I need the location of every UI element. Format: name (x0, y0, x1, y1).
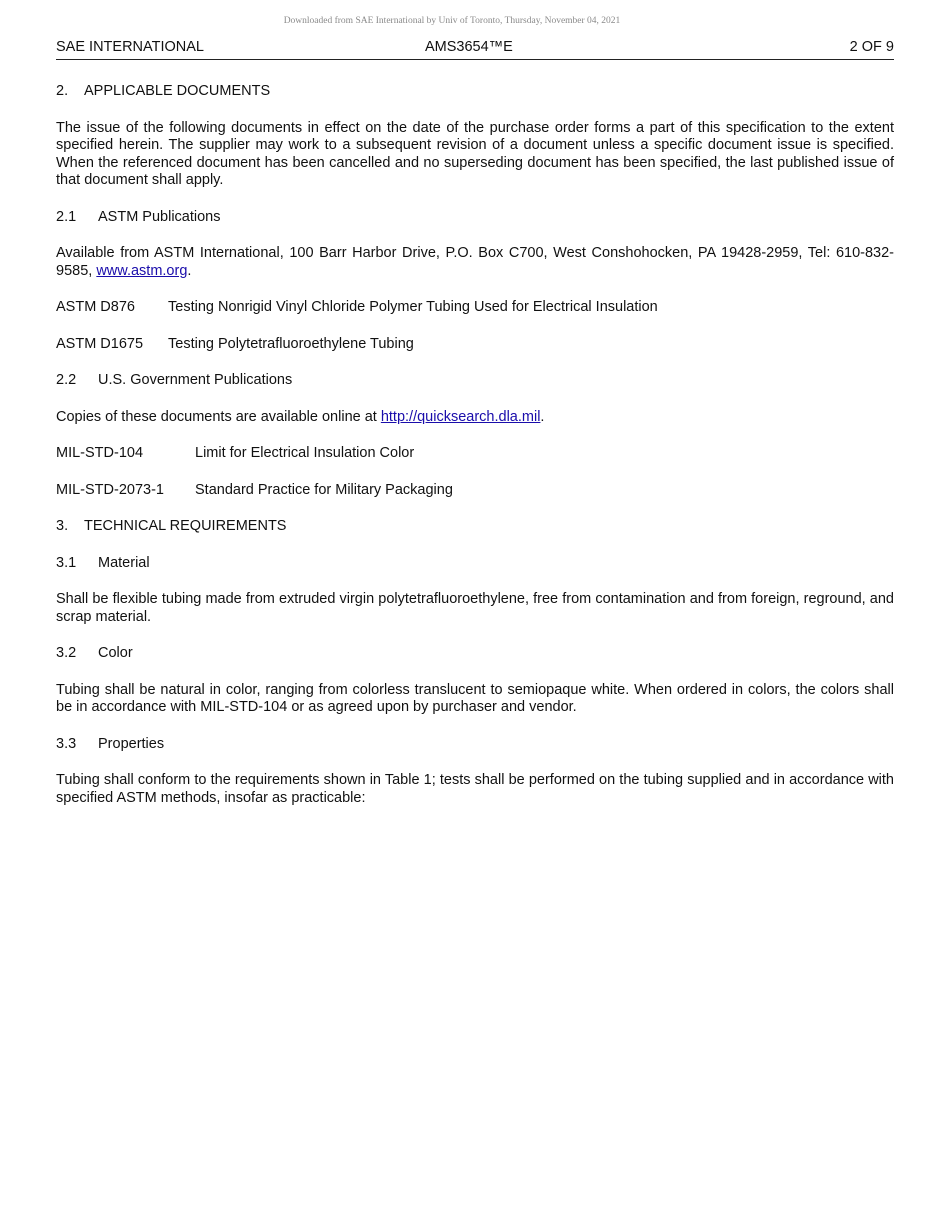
astm-doc-row (56, 336, 894, 354)
doc-title: Standard Practice for Military Packaging (195, 481, 453, 498)
section-2-heading (56, 83, 894, 101)
section-title: Color (98, 645, 133, 661)
section-number: 3.3 (56, 735, 77, 752)
section-2-2-heading (56, 372, 894, 390)
period: . (187, 262, 192, 279)
section-3-1-heading (56, 555, 894, 573)
section-3-1-paragraph: Shall be flexible tubing made from extruded virgin polytetrafluoroethylene, free from contamination and from foreign, reground, and scrap material. (56, 591, 894, 625)
doc-code: ASTM D1675 (56, 335, 144, 352)
quicksearch-link[interactable]: http://quicksearch.dla.mil (380, 408, 541, 425)
doc-title: Testing Nonrigid Vinyl Chloride Polymer Tubing Used for Electrical Insulation (168, 299, 658, 315)
section-2-2-paragraph (56, 409, 894, 427)
section-2-1-heading (56, 209, 894, 227)
astm-doc-row (56, 299, 894, 317)
doc-title: Testing Polytetrafluoroethylene Tubing (168, 335, 414, 352)
section-3-2-heading (56, 645, 894, 663)
section-2-1-paragraph (56, 245, 894, 280)
astm-address-text: Available from ASTM International, 100 Barr Harbor Drive, P.O. Box C700, West Conshohocken, PA 19428-2959, Tel: 610-832-9585, (56, 245, 894, 279)
page-header (56, 39, 894, 60)
section-3-3-heading (56, 736, 894, 754)
doc-title: Limit for Electrical Insulation Color (195, 445, 415, 461)
document-id: AMS3654™E (425, 39, 513, 55)
section-number: 2.2 (56, 372, 77, 388)
section-title: Material (98, 554, 150, 571)
gov-pub-text: Copies of these documents are available online at (56, 408, 381, 425)
section-3-heading (56, 518, 894, 536)
section-2-paragraph: The issue of the following documents in effect on the date of the purchase order forms a part of this specification to the extent specified herein. The supplier may work to a subsequent revision of a document unless a specific document issue is specified. When the referenced document has been cancelled and no superseding document has been specified, the last published issue of that document shall apply. (56, 119, 894, 188)
document-body (56, 83, 894, 826)
astm-website-link[interactable]: www.astm.org (96, 262, 188, 279)
mil-doc-row (56, 445, 894, 463)
section-title: Properties (98, 735, 165, 752)
section-title: TECHNICAL REQUIREMENTS (84, 518, 287, 534)
section-number: 2. (56, 83, 69, 99)
section-number: 3. (56, 518, 69, 534)
mil-doc-row (56, 482, 894, 500)
section-number: 2.1 (56, 208, 77, 225)
period: . (540, 408, 545, 425)
publisher-name: SAE INTERNATIONAL (56, 39, 204, 55)
download-notice: Downloaded from SAE International by Univ of Toronto, Thursday, November 04, 2021 (283, 16, 621, 26)
doc-code: ASTM D876 (56, 299, 135, 315)
section-number: 3.1 (56, 554, 77, 571)
page-number: 2 OF 9 (849, 39, 894, 55)
section-3-3-paragraph: Tubing shall conform to the requirements shown in Table 1; tests shall be performed on the tubing supplied and in accordance with specified ASTM methods, insofar as practicable: (56, 772, 894, 806)
section-title: U.S. Government Publications (98, 372, 293, 388)
section-3-2-paragraph: Tubing shall be natural in color, ranging from colorless translucent to semiopaque white. When ordered in colors, the colors shall be in accordance with MIL-STD-104 or as agreed upon by purchaser and vendor. (56, 681, 894, 715)
section-title: ASTM Publications (98, 208, 221, 225)
section-number: 3.2 (56, 645, 77, 661)
section-title: APPLICABLE DOCUMENTS (84, 83, 271, 99)
doc-code: MIL-STD-104 (56, 445, 144, 461)
doc-code: MIL-STD-2073-1 (56, 481, 164, 498)
